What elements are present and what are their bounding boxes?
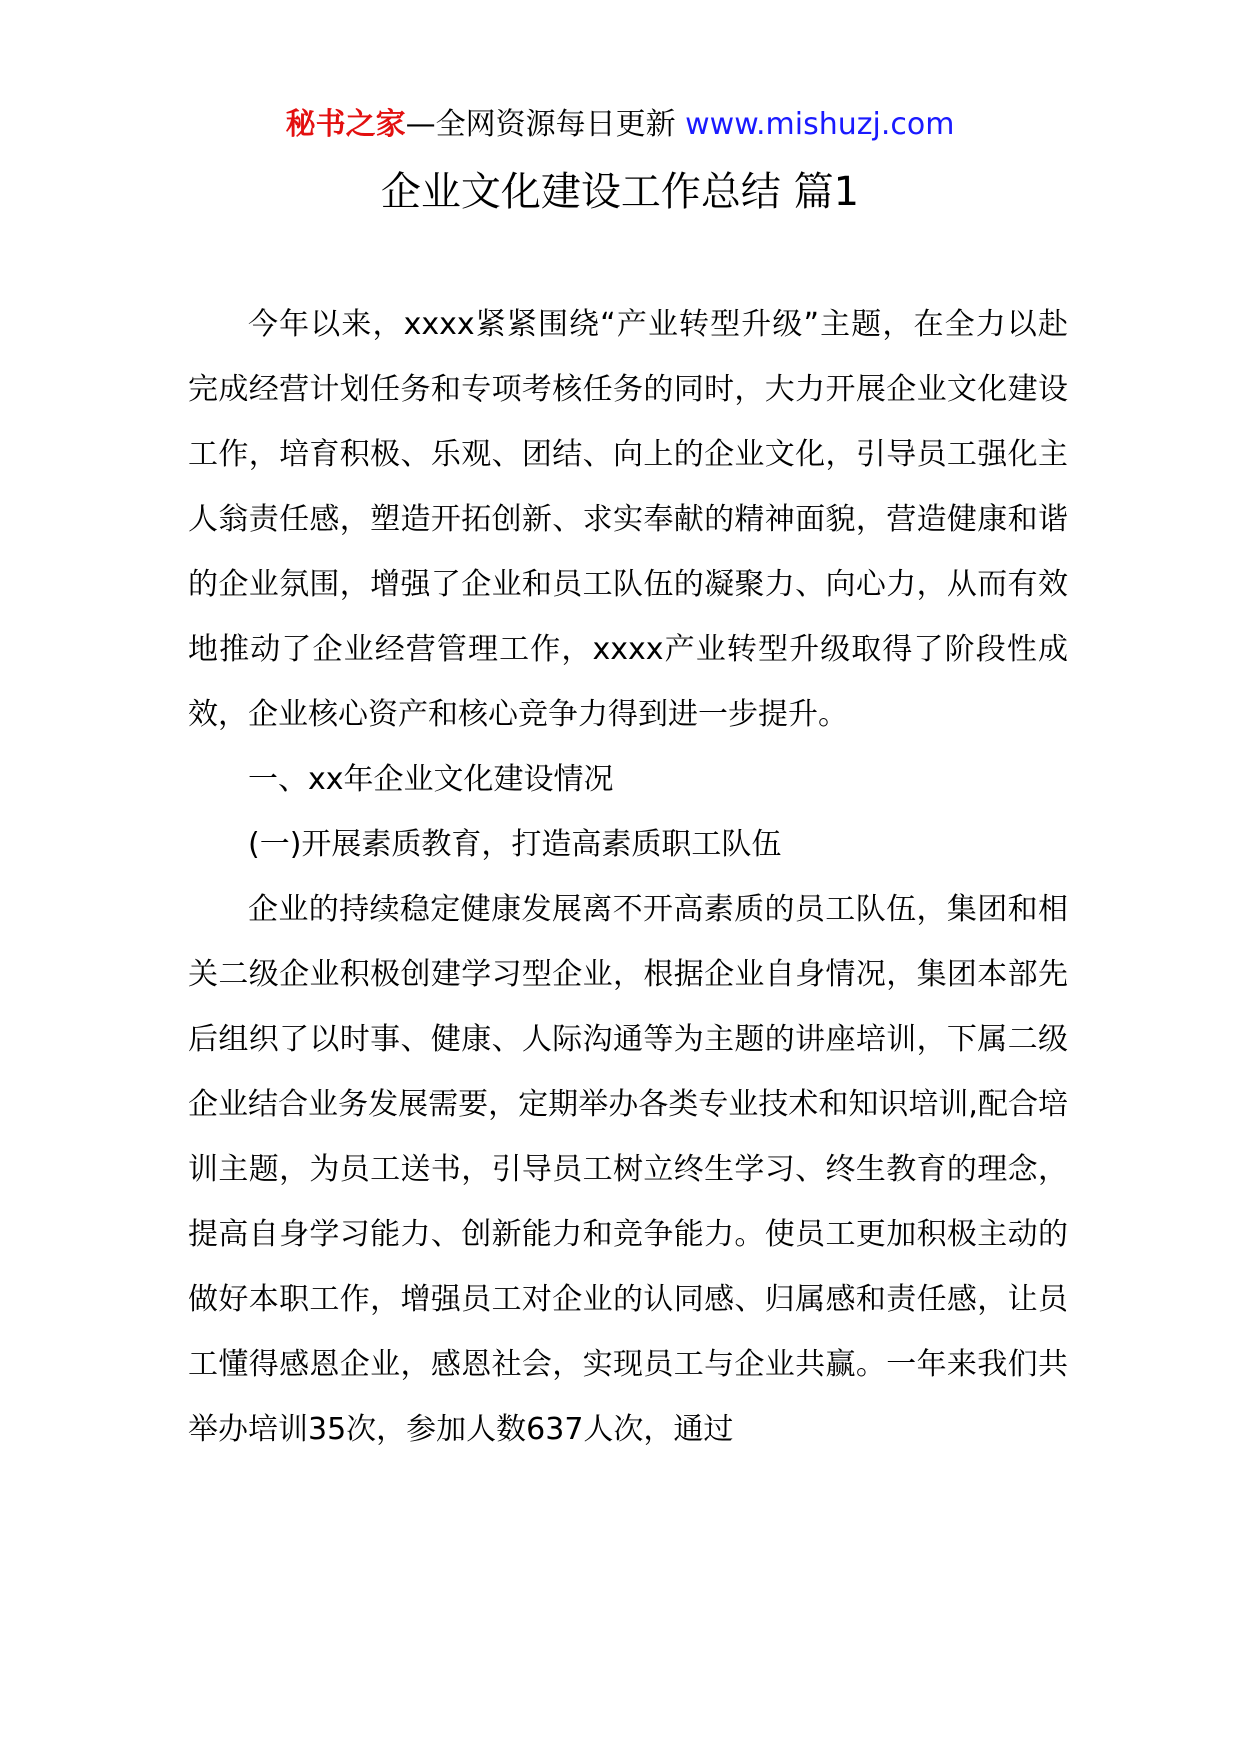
site-header	[0, 100, 1240, 150]
site-link[interactable]: www.mishuzj.com	[685, 107, 955, 142]
intro-paragraph: 今年以来，xxxx紧紧围绕“产业转型升级”主题，在全力以赴完成经营计划任务和专项考核任务的同时，大力开展企业文化建设工作，培育积极、乐观、团结、向上的企业文化，引导员工强化主人翁责任感，塑造开拓创新、求实奉献的精神面貌，营造健康和谐的企业氛围，增强了企业和员工队伍的凝聚力、向心力，从而有效地推动了企业经营管理工作，xxxx产业转型升级取得了阶段性成效，企业核心资产和核心竞争力得到进一步提升。	[188, 307, 1068, 732]
section-heading: 一、xx年企业文化建设情况	[248, 762, 614, 797]
subsection-heading: (一)开展素质教育，打造高素质职工队伍	[248, 827, 782, 862]
body-paragraph: 企业的持续稳定健康发展离不开高素质的员工队伍，集团和相关二级企业积极创建学习型企业，根据企业自身情况，集团本部先后组织了以时事、健康、人际沟通等为主题的讲座培训，下属二级企业结合业务发展需要，定期举办各类专业技术和知识培训,配合培训主题，为员工送书，引导员工树立终生学习、终生教育的理念，提高自身学习能力、创新能力和竞争能力。使员工更加积极主动的做好本职工作，增强员工对企业的认同感、归属感和责任感，让员工懂得感恩企业，感恩社会，实现员工与企业共赢。一年来我们共举办培训35次，参加人数637人次，通过	[188, 892, 1068, 1447]
document-title: 企业文化建设工作总结 篇1	[380, 169, 860, 215]
document-body	[188, 292, 1068, 1462]
header-tagline: —全网资源每日更新	[405, 107, 686, 142]
brand-name: 秘书之家	[285, 107, 406, 142]
